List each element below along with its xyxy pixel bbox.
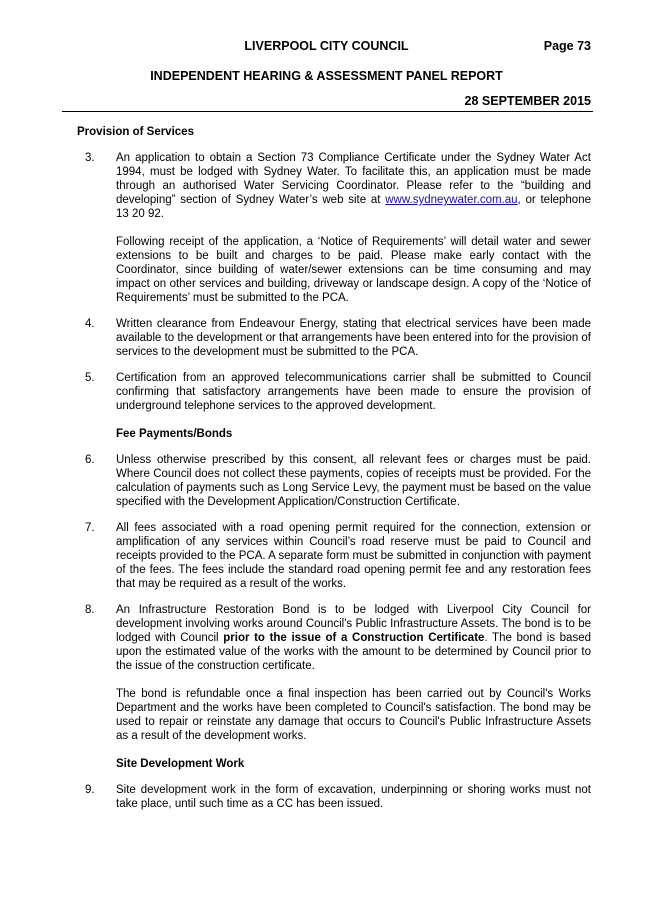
condition-9 xyxy=(77,783,591,811)
condition-number: 9. xyxy=(85,784,95,796)
condition-number: 8. xyxy=(85,604,95,616)
condition-paragraph: Unless otherwise prescribed by this consent, all relevant fees or charges must be paid. Where Council does not collect these payments, copies of receipts must be provided. For the calculation of payments such as Long Service Levy, the payment must be based on the value specified with the Development Application/Construction Certificate. xyxy=(116,454,591,508)
condition-number: 3. xyxy=(85,152,95,164)
condition-6 xyxy=(77,453,591,509)
report-title: INDEPENDENT HEARING & ASSESSMENT PANEL REPORT xyxy=(150,69,503,83)
document-body xyxy=(77,125,591,811)
sydney-water-link[interactable]: www.sydneywater.com.au xyxy=(385,194,518,206)
condition-number: 6. xyxy=(85,454,95,466)
site-development-heading: Site Development Work xyxy=(116,758,245,770)
condition-number: 7. xyxy=(85,522,95,534)
condition-paragraph: An application to obtain a Section 73 Compliance Certificate under the Sydney Water Act 1994, must be lodged with Sydney Water. To facilitate this, an application must be made through an authorised Water Servicing Coordinator. Please refer to the “building and developing” section of Sydney Water’s web site at www.sydneywater.com.au, or telephone 13 20 92. xyxy=(116,152,591,220)
fee-payments-heading: Fee Payments/Bonds xyxy=(116,428,233,440)
condition-4 xyxy=(77,317,591,359)
condition-8 xyxy=(77,603,591,743)
report-date: 28 SEPTEMBER 2015 xyxy=(464,94,591,108)
header-rule xyxy=(62,111,593,112)
condition-3 xyxy=(77,151,591,305)
page-number: Page 73 xyxy=(543,39,591,53)
condition-paragraph: An Infrastructure Restoration Bond is to be lodged with Liverpool City Council for development involving works around Council's Public Infrastructure Assets. The bond is to be lodged with Council prior to the issue of a Construction Certificate. The bond is based upon the estimated value of the works with the amount to be determined by Council prior to the issue of the construction certificate. xyxy=(116,604,591,672)
condition-7 xyxy=(77,521,591,591)
condition-number: 4. xyxy=(85,318,95,330)
condition-5 xyxy=(77,371,591,413)
condition-paragraph: Site development work in the form of excavation, underpinning or shoring works must not take place, until such time as a CC has been issued. xyxy=(116,784,591,810)
condition-paragraph: Certification from an approved telecommunications carrier shall be submitted to Council confirming that satisfactory arrangements have been made to ensure the provision of underground telephone services to the approved development. xyxy=(116,372,591,412)
bold-emphasis: prior to the issue of a Construction Certificate xyxy=(223,632,485,644)
section-title: Provision of Services xyxy=(77,126,194,138)
condition-paragraph: All fees associated with a road opening permit required for the connection, extension or amplification of any services within Council’s road reserve must be paid to Council and receipts provided to the PCA. A separate form must be submitted in conjunction with payment of the fees. The fees include the standard road opening permit fee and any restoration fees that may be required as a result of the works. xyxy=(116,522,591,590)
condition-number: 5. xyxy=(85,372,95,384)
header-council: LIVERPOOL CITY COUNCIL xyxy=(244,39,409,53)
condition-paragraph: Written clearance from Endeavour Energy, stating that electrical services have been made available to the development or that arrangements have been entered into for the provision of services to the development must be submitted to the PCA. xyxy=(116,318,591,358)
condition-paragraph: The bond is refundable once a final inspection has been carried out by Council's Works Department and the works have been completed to Council's satisfaction. The bond may be used to repair or reinstate any damage that occurs to Council's Public Infrastructure Assets as a result of the development works. xyxy=(116,688,591,742)
condition-paragraph: Following receipt of the application, a ‘Notice of Requirements’ will detail water and sewer extensions to be built and charges to be paid. Please make early contact with the Coordinator, since building of water/sewer extensions can be time consuming and may impact on other services and building, driveway or landscape design. A copy of the ‘Notice of Requirements’ must be submitted to the PCA. xyxy=(116,236,591,304)
